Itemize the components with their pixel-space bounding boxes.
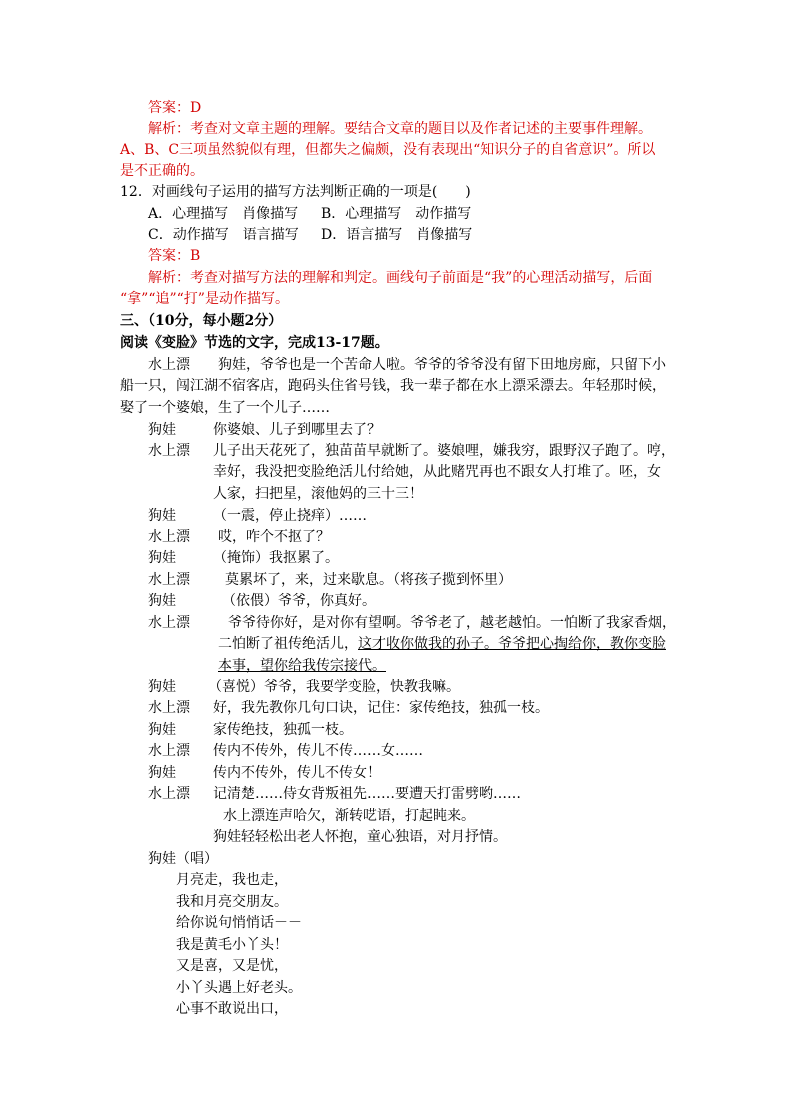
dialogue: （掩饰）我抠累了。 [213, 550, 339, 566]
speaker: 水上漂 [148, 572, 190, 588]
song-line: 我是黄毛小丫头！ [176, 937, 288, 953]
script-line-1-cont2: 娶了一个婆娘，生了一个儿子…… [120, 400, 330, 416]
song-line: 小丫头遇上好老头。 [176, 980, 302, 996]
question-12-stem: 12．对画线句子运用的描写方法判断正确的一项是( ) [120, 184, 471, 200]
speaker: 狗娃 [148, 679, 176, 695]
answer-11: 答案：D [148, 100, 202, 116]
dialogue: （喜悦）爷爷，我要学变脸，快教我嘛。 [208, 679, 460, 695]
dialogue [218, 634, 666, 654]
speaker: 狗娃 [148, 722, 176, 738]
analysis-11-line3: 是不正确的。 [120, 163, 204, 179]
dialogue: 传内不传外，传儿不传女！ [213, 765, 381, 781]
speaker: 水上漂 [148, 443, 190, 459]
dialogue: 爷爷待你好，是对你有望啊。爷爷老了，越老越怕。一怕断了我家香烟， [228, 615, 676, 631]
speaker: 水上漂 [148, 743, 190, 759]
speaker: 狗娃 [148, 593, 176, 609]
underlined-sentence: 本事，望你给我传宗接代。 [218, 658, 386, 674]
song-line: 心事不敢说出口， [176, 1001, 288, 1017]
dialogue: 好，我先教你几句口诀，记住：家传绝技，独孤一枝。 [213, 700, 549, 716]
underlined-sentence: 这才收你做我的孙子。爷爷把心掏给你，教你变脸 [358, 636, 666, 652]
stage-direction: 水上漂连声哈欠，渐转呓语，打起盹来。 [223, 808, 475, 824]
dialogue: 哎，咋个不抠了？ [218, 529, 330, 545]
speaker: 水上漂 [148, 357, 190, 373]
dialogue: 幸好，我没把变脸绝活儿付给她，从此赌咒再也不跟女人打堆了。呸，女 [213, 464, 661, 480]
song-line: 又是喜，又是忧， [176, 958, 288, 974]
dialogue: 传内不传外，传儿不传……女…… [213, 743, 423, 759]
analysis-12-line1: 解析：考查对描写方法的理解和判定。画线句子前面是“我”的心理活动描写，后面 [148, 270, 653, 286]
analysis-11-line1: 解析：考查对文章主题的理解。要结合文章的题目以及作者记述的主要事件理解。 [148, 121, 652, 137]
section-3-instruction: 阅读《变脸》节选的文字，完成13-17题。 [120, 335, 389, 351]
song-line: 给你说句悄悄话－－ [176, 915, 302, 931]
song-line: 月亮走，我也走， [176, 872, 288, 888]
dialogue: （依偎）爷爷，你真好。 [222, 593, 376, 609]
dialogue: 儿子出天花死了，独苗苗早就断了。婆娘哩，嫌我穷，跟野汉子跑了。哼， [213, 443, 675, 459]
song-speaker: 狗娃（唱） [148, 851, 218, 867]
dialogue: 狗娃，爷爷也是一个苦命人啦。爷爷的爷爷没有留下田地房廊，只留下小 [218, 357, 666, 373]
speaker: 狗娃 [148, 765, 176, 781]
dialogue: 记清楚……侍女背叛祖先……要遭天打雷劈哟…… [213, 786, 521, 802]
dialogue-plain: 二怕断了祖传绝活儿， [218, 636, 358, 652]
option-d: D．语言描写 肖像描写 [321, 227, 473, 243]
section-3-heading: 三、（10分，每小题2分） [120, 313, 283, 329]
analysis-12-line2: “拿”“追”“打”是动作描写。 [120, 291, 289, 307]
option-b: B．心理描写 动作描写 [321, 206, 472, 222]
speaker: 水上漂 [148, 615, 190, 631]
script-line-1 [148, 355, 666, 375]
speaker: 狗娃 [148, 550, 176, 566]
speaker: 水上漂 [148, 700, 190, 716]
song-line: 我和月亮交朋友。 [176, 894, 288, 910]
answer-12: 答案：B [148, 248, 201, 264]
speaker: 狗娃 [148, 508, 176, 524]
stage-direction: 狗娃轻轻松出老人怀抱，童心独语，对月抒情。 [213, 829, 507, 845]
dialogue: （一震，停止挠痒）…… [213, 508, 367, 524]
dialogue: 人家，扫把星，滚他妈的三十三！ [213, 486, 423, 502]
option-c: C．动作描写 语言描写 [148, 227, 299, 243]
script-line-1-cont1: 船一只，闯江湖不宿客店，跑码头住省号钱，我一辈子都在水上漂采漂去。年轻那时候， [120, 378, 666, 394]
speaker: 水上漂 [148, 529, 190, 545]
speaker: 水上漂 [148, 786, 190, 802]
analysis-11-line2: A、B、C三项虽然貌似有理，但都失之偏颇，没有表现出“知识分子的自省意识”。所以 [120, 142, 656, 158]
dialogue: 你婆娘、儿子到哪里去了？ [213, 422, 381, 438]
dialogue: 家传绝技，独孤一枝。 [213, 722, 353, 738]
speaker: 狗娃 [148, 422, 176, 438]
dialogue: 莫累坏了，来，过来歇息。（将孩子揽到怀里） [225, 572, 512, 588]
option-a: A．心理描写 肖像描写 [148, 206, 299, 222]
